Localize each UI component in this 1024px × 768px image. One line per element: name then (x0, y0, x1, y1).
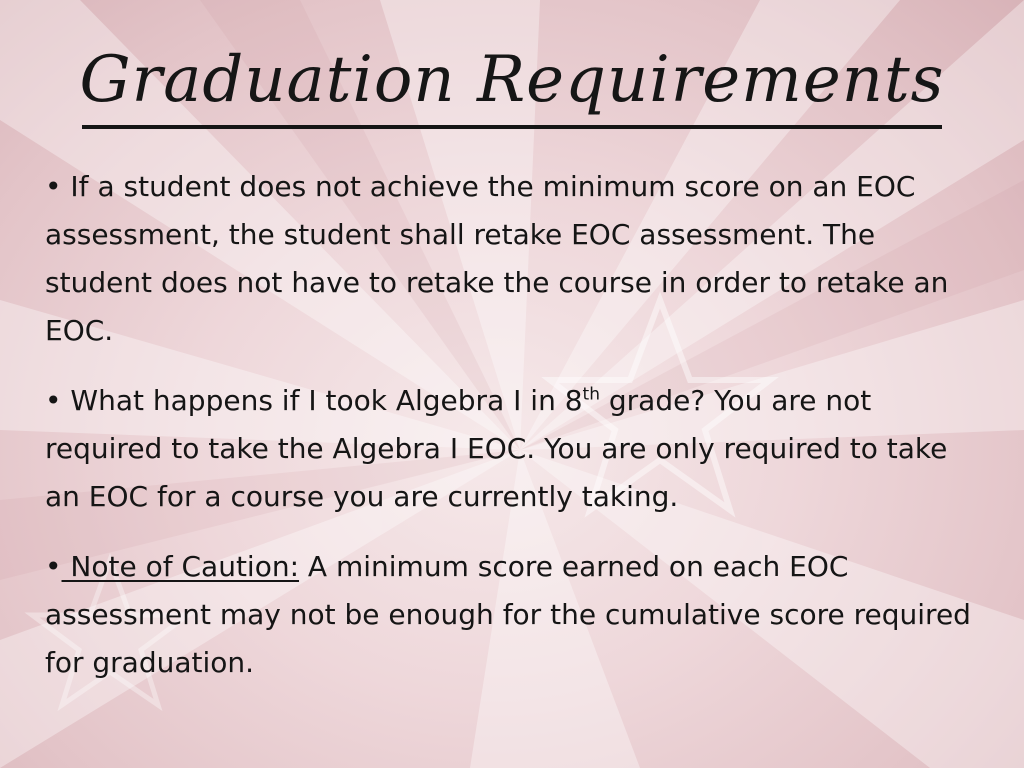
bullet-icon: • (45, 550, 62, 583)
bullet-paragraph-retake (45, 163, 980, 355)
bullet-paragraph-algebra (45, 377, 980, 521)
caution-label: Note of Caution: (61, 550, 300, 583)
paragraph-text: What happens if I took Algebra I in 8 (70, 384, 583, 417)
bullet-icon: • (45, 170, 62, 203)
title-underline (82, 125, 942, 129)
slide-body (45, 163, 980, 709)
bullet-paragraph-caution (45, 543, 980, 687)
superscript-ordinal: th (582, 384, 600, 405)
bullet-icon: • (45, 384, 62, 417)
paragraph-text-continued: grade? You are not required to take the Algebra I EOC. You are only required to take an EOC for a course you are currently taking. (45, 384, 948, 513)
paragraph-text: A minimum score earned on each EOC assessment may not be enough for the cumulative score required for graduation. (45, 550, 971, 679)
slide-title: Graduation Requirements (79, 43, 945, 117)
paragraph-text: If a student does not achieve the minimum score on an EOC assessment, the student shall retake EOC assessment. The student does not have to retake the course in order to retake an EOC. (45, 170, 949, 347)
